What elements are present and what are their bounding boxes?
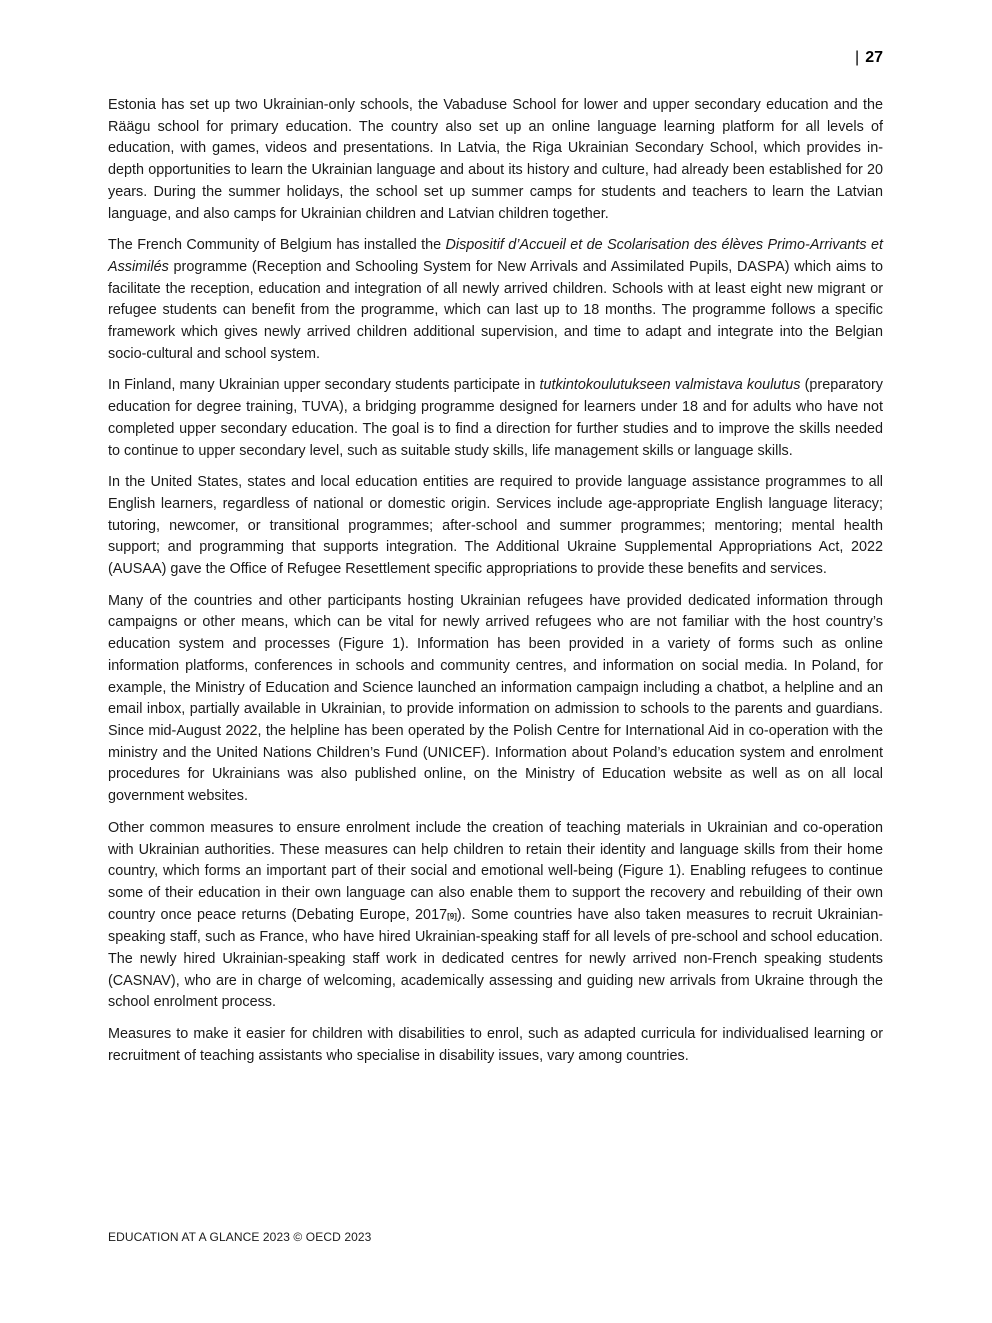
- paragraph-text: (preparatory education for degree training, TUVA), a bridging programme designed for learners under 18 and for adults who have not completed upper secondary education. The goal is to find a direction for further studies and to improve the skills needed to continue to upper secondary level, such as suitable study skills, life management skills or language skills.: [108, 377, 884, 459]
- paragraph-text: In Finland, many Ukrainian upper secondary students participate in: [108, 377, 540, 394]
- paragraph-text: Other common measures to ensure enrolment include the creation of teaching materials in Ukrainian and co-operation with Ukrainian authorities. These measures can help children to retain their identity and language skills from their home country, which forms an important part of their social and emotional well-being (Figure 1). Enabling refugees to continue some of their education in their own language can also enable them to support the recovery and rebuilding of their own country once peace returns (Debating Europe, 2017: [108, 819, 883, 923]
- paragraph-text: programme (Reception and Schooling System for New Arrivals and Assimilated Pupils, DASPA) which aims to facilitate the reception, education and integration of all newly arrived children. Schools with at least eight new migrant or refugee students can benefit from the programme, which can last up to 18 months. The programme follows a specific framework which gives newly arrived children additional supervision, and time to adapt and integrate into the Belgian socio-cultural and school system.: [108, 258, 883, 362]
- paragraph-belgium: [108, 235, 883, 365]
- paragraph-text: ). Some countries have also taken measures to recruit Ukrainian-speaking staff, such as France, who have hired Ukrainian-speaking staff for all levels of pre-school and school education. The newly hired Ukrainian-speaking staff work in dedicated centres for newly arrived non-French speaking students (CASNAV), who are in charge of welcoming, academically assessing and guiding new arrivals from Ukraine through the school enrolment process.: [108, 906, 883, 1011]
- footer-copyright: EDUCATION AT A GLANCE 2023 © OECD 2023: [108, 1230, 372, 1244]
- paragraph-estonia-latvia: Estonia has set up two Ukrainian-only schools, the Vabaduse School for lower and upper secondary education and the Räägu school for primary education. The country also set up an online language learning platform for all levels of education, with games, videos and presentations. In Latvia, the Riga Ukrainian Secondary School, which provides in-depth opportunities to learn the Ukrainian language and about its history and culture, had already been established for 20 years. During the summer holidays, the school set up summer camps for students and teachers to learn the Latvian language, and also camps for Ukrainian children and Latvian children together.: [108, 97, 883, 222]
- paragraph-information-campaigns: Many of the countries and other participants hosting Ukrainian refugees have provided dedicated information through campaigns or other means, which can be vital for newly arrived refugees who are not familiar with the host country’s education system and processes (Figure 1). Information has been provided in a variety of forms such as online information platforms, conferences in schools and community centres, and information on social media. In Poland, for example, the Ministry of Education and Science launched an information campaign including a chatbot, a helpline and an email inbox, partially available in Ukrainian, to provide information on admission to schools to the parents and guardians. Since mid-August 2022, the helpline has been operated by the Polish Centre for International Aid in co-operation with the ministry and the United Nations Children’s Fund (UNICEF). Information about Poland’s education system and enrolment procedures for Ukrainians was also published online, on the Ministry of Education website as well as on all local government websites.: [108, 592, 883, 805]
- paragraph-text: The French Community of Belgium has installed the: [108, 237, 446, 254]
- paragraph-ukrainian-materials: [108, 818, 883, 1014]
- reference-link[interactable]: [9]: [447, 911, 457, 921]
- paragraph-finland: [108, 375, 883, 462]
- paragraph-united-states: In the United States, states and local education entities are required to provide language assistance programmes to all English learners, regardless of national or domestic origin. Services include age-appropriate English language literacy; tutoring, newcomer, or transitional programmes; after-school and summer programmes; mentoring; mental health support; and programming that supports integration. The Additional Ukraine Supplemental Appropriations Act, 2022 (AUSAA) gave the Office of Refugee Resettlement specific appropriations to provide these benefits and services.: [108, 474, 883, 578]
- page-number: [855, 49, 883, 67]
- page-number-separator: |: [855, 49, 860, 66]
- programme-name-italic: Dispositif d’Accueil et de Scolarisation des élèves Primo-Arrivants et Assimilés: [108, 237, 883, 275]
- paragraph-disabilities: Measures to make it easier for children with disabilities to enrol, such as adapted curricula for individualised learning or recruitment of teaching assistants who specialise in disability issues, vary among countries.: [108, 1026, 883, 1064]
- body-text: [108, 95, 883, 1068]
- programme-name-italic: tutkintokoulutukseen valmistava koulutus: [539, 377, 801, 394]
- page-number-value: 27: [865, 49, 883, 66]
